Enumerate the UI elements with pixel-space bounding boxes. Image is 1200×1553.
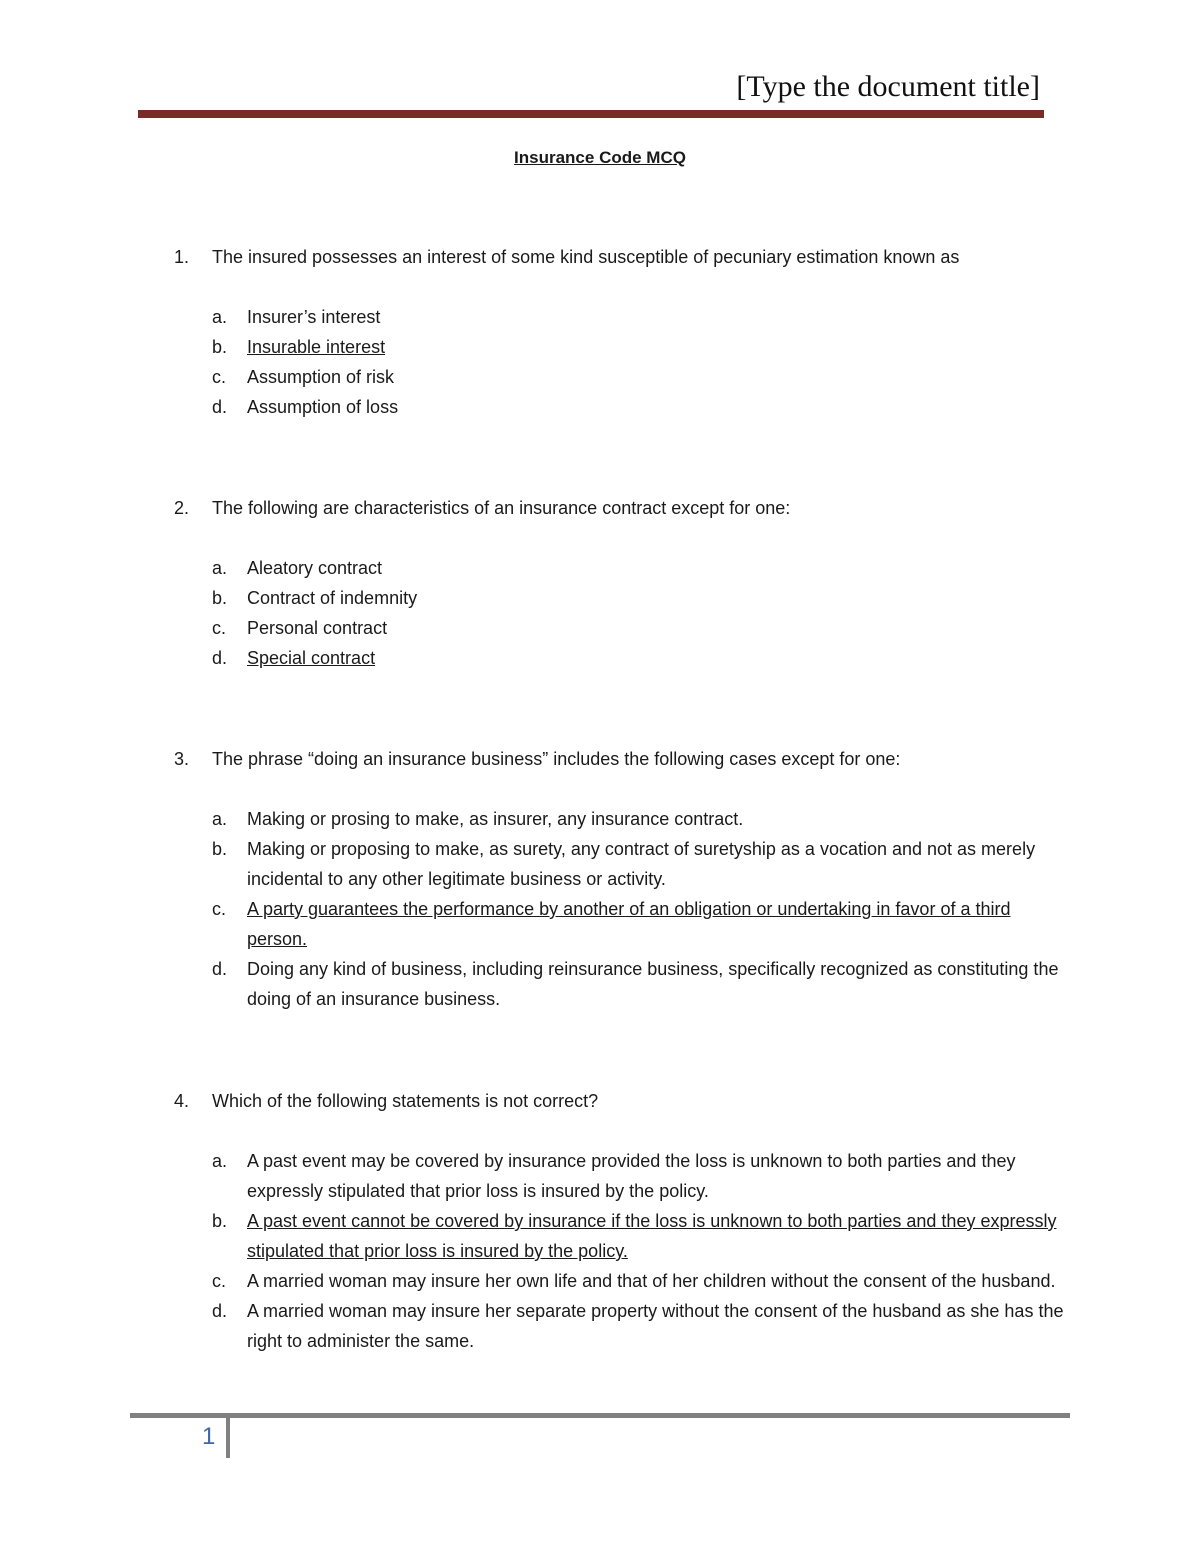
question-1: [174, 242, 1074, 422]
option-item: [212, 894, 1074, 954]
option-letter: d.: [212, 959, 228, 979]
question-text: The insured possesses an interest of some kind susceptible of pecuniary estimation known as: [212, 247, 960, 267]
question-2: [174, 493, 1074, 673]
option-item: [212, 362, 1074, 392]
option-letter: a.: [212, 1151, 228, 1171]
option-letter: c.: [212, 618, 227, 638]
option-text: Insurer’s interest: [247, 307, 381, 327]
option-letter: c.: [212, 899, 227, 919]
option-text: Aleatory contract: [247, 558, 383, 578]
option-item: [212, 613, 1074, 643]
option-item: [212, 553, 1074, 583]
header-rule: [138, 110, 1044, 118]
option-text: A married woman may insure her separate property without the consent of the husband as she has the right to administer the same.: [247, 1301, 1064, 1351]
option-text: A past event may be covered by insurance provided the loss is unknown to both parties and they expressly stipulated that prior loss is insured by the policy.: [247, 1151, 1016, 1201]
option-letter: c.: [212, 1271, 227, 1291]
option-letter: a.: [212, 307, 228, 327]
document-title: Insurance Code MCQ: [514, 148, 686, 167]
option-item: [212, 1266, 1074, 1296]
option-letter: b.: [212, 1211, 228, 1231]
option-letter: d.: [212, 1301, 228, 1321]
option-text: Contract of indemnity: [247, 588, 418, 608]
option-letter: d.: [212, 397, 228, 417]
question-text: The following are characteristics of an insurance contract except for one:: [212, 498, 791, 518]
option-list: [212, 553, 1074, 673]
page-number: 1: [202, 1423, 216, 1450]
option-item: [212, 1206, 1074, 1266]
option-item: [212, 1296, 1074, 1356]
header-title: [Type the document title]: [736, 70, 1040, 103]
option-item: [212, 302, 1074, 332]
option-item: [212, 583, 1074, 613]
question-number: 4.: [174, 1091, 190, 1111]
question-number: 2.: [174, 498, 190, 518]
option-letter: a.: [212, 809, 228, 829]
option-text: A party guarantees the performance by another of an obligation or undertaking in favor of a third person.: [247, 899, 1011, 949]
option-text: Assumption of loss: [247, 397, 399, 417]
option-item: [212, 392, 1074, 422]
option-list: [212, 804, 1074, 1014]
option-item: [212, 834, 1074, 894]
option-item: [212, 1146, 1074, 1206]
footer-rule: [130, 1413, 1070, 1418]
footer-divider: [226, 1418, 230, 1458]
option-letter: b.: [212, 337, 228, 357]
option-letter: d.: [212, 648, 228, 668]
question-4: [174, 1086, 1074, 1356]
option-text: A past event cannot be covered by insurance if the loss is unknown to both parties and they expressly stipulated that prior loss is insured by the policy.: [247, 1211, 1057, 1261]
question-text: Which of the following statements is not correct?: [212, 1091, 599, 1111]
option-text: Making or proposing to make, as surety, any contract of suretyship as a vocation and not as merely incidental to any other legitimate business or activity.: [247, 839, 1036, 889]
option-letter: a.: [212, 558, 228, 578]
question-text: The phrase “doing an insurance business” includes the following cases except for one:: [212, 749, 901, 769]
option-text: Insurable interest: [247, 337, 386, 357]
option-text: Special contract: [247, 648, 376, 668]
question-number: 1.: [174, 247, 190, 267]
option-letter: b.: [212, 588, 228, 608]
option-item: [212, 643, 1074, 673]
option-item: [212, 804, 1074, 834]
option-item: [212, 332, 1074, 362]
option-text: Making or prosing to make, as insurer, any insurance contract.: [247, 809, 744, 829]
question-number: 3.: [174, 749, 190, 769]
option-text: Personal contract: [247, 618, 388, 638]
option-letter: c.: [212, 367, 227, 387]
option-text: A married woman may insure her own life and that of her children without the consent of the husband.: [247, 1271, 1056, 1291]
option-list: [212, 302, 1074, 422]
option-item: [212, 954, 1074, 1014]
option-list: [212, 1146, 1074, 1356]
option-letter: b.: [212, 839, 228, 859]
option-text: Assumption of risk: [247, 367, 395, 387]
question-3: [174, 744, 1074, 1014]
option-text: Doing any kind of business, including reinsurance business, specifically recognized as constituting the doing of an insurance business.: [247, 959, 1059, 1009]
